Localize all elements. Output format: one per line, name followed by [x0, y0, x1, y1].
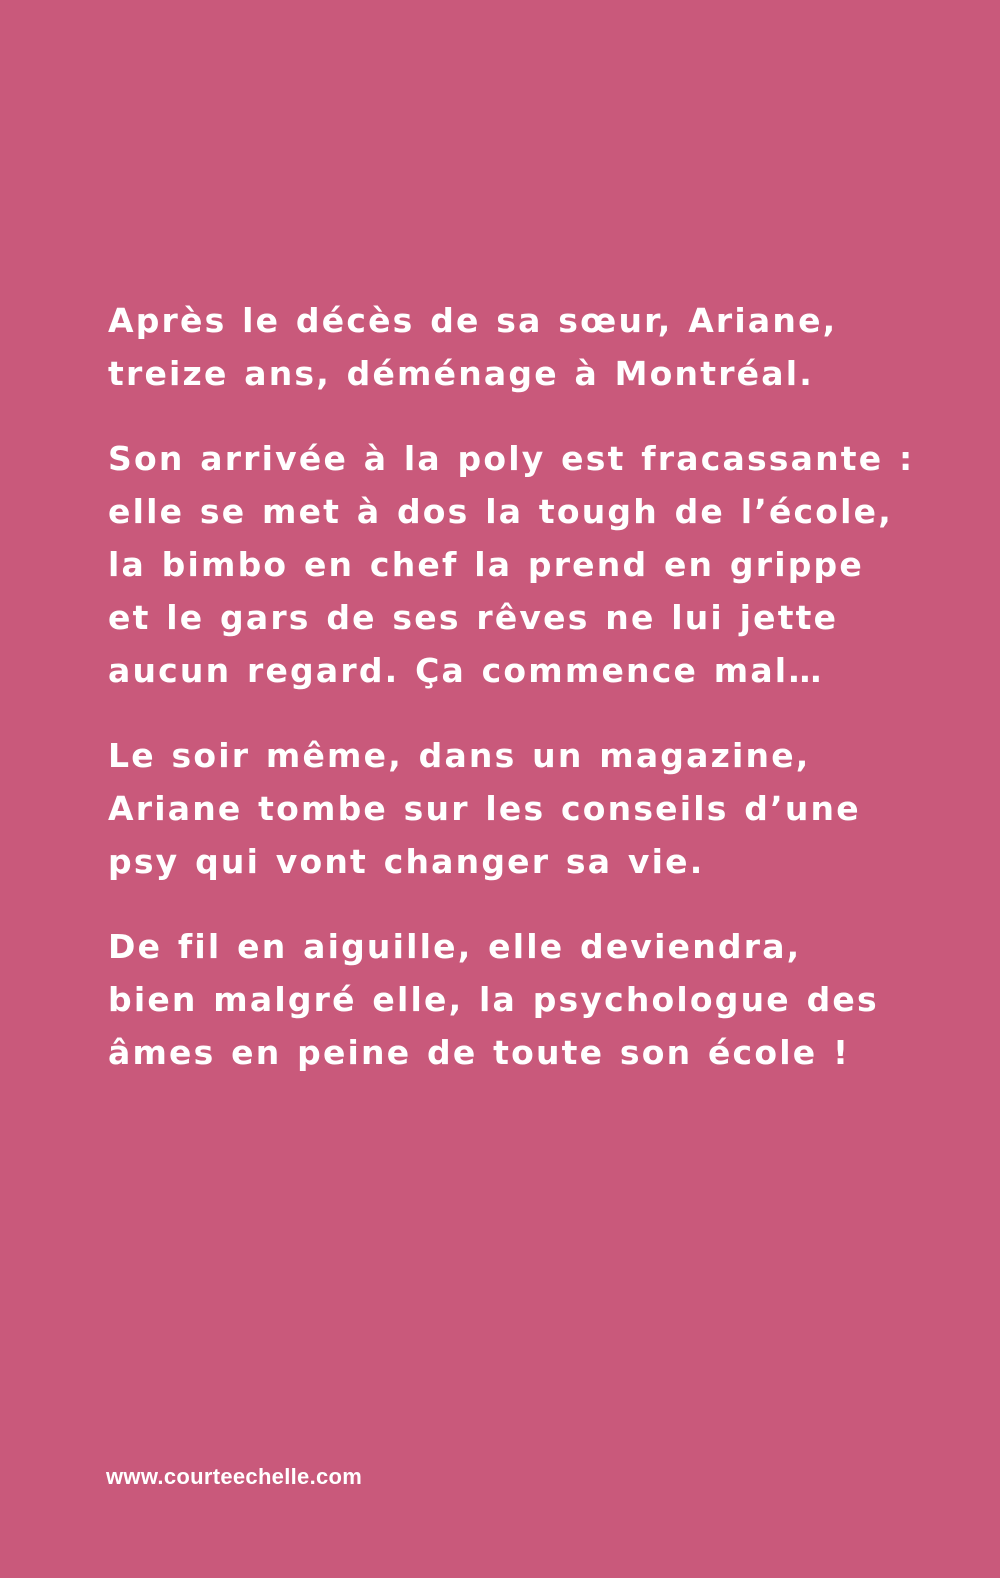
blurb-line: Après le décès de sa sœur, Ariane,	[108, 301, 838, 340]
blurb-text	[108, 294, 968, 1111]
blurb-line: Ariane tombe sur les conseils d’une	[108, 789, 861, 828]
blurb-line: De fil en aiguille, elle deviendra,	[108, 927, 802, 966]
blurb-line: bien malgré elle, la psychologue des	[108, 980, 879, 1019]
publisher-website: www.courteechelle.com	[106, 1464, 363, 1489]
blurb-line: aucun regard. Ça commence mal…	[108, 651, 824, 690]
blurb-paragraph-4	[108, 920, 968, 1079]
blurb-line: Le soir même, dans un magazine,	[108, 736, 811, 775]
blurb-paragraph-2	[108, 432, 968, 697]
blurb-paragraph-3	[108, 729, 968, 888]
blurb-paragraph-1	[108, 294, 968, 400]
blurb-line: et le gars de ses rêves ne lui jette	[108, 598, 839, 637]
blurb-line: elle se met à dos la tough de l’école,	[108, 492, 893, 531]
blurb-line: âmes en peine de toute son école !	[108, 1033, 851, 1072]
blurb-line: psy qui vont changer sa vie.	[108, 842, 705, 881]
blurb-line: la bimbo en chef la prend en grippe	[108, 545, 864, 584]
blurb-line: Son arrivée à la poly est fracassante :	[108, 439, 915, 478]
blurb-line: treize ans, déménage à Montréal.	[108, 354, 814, 393]
